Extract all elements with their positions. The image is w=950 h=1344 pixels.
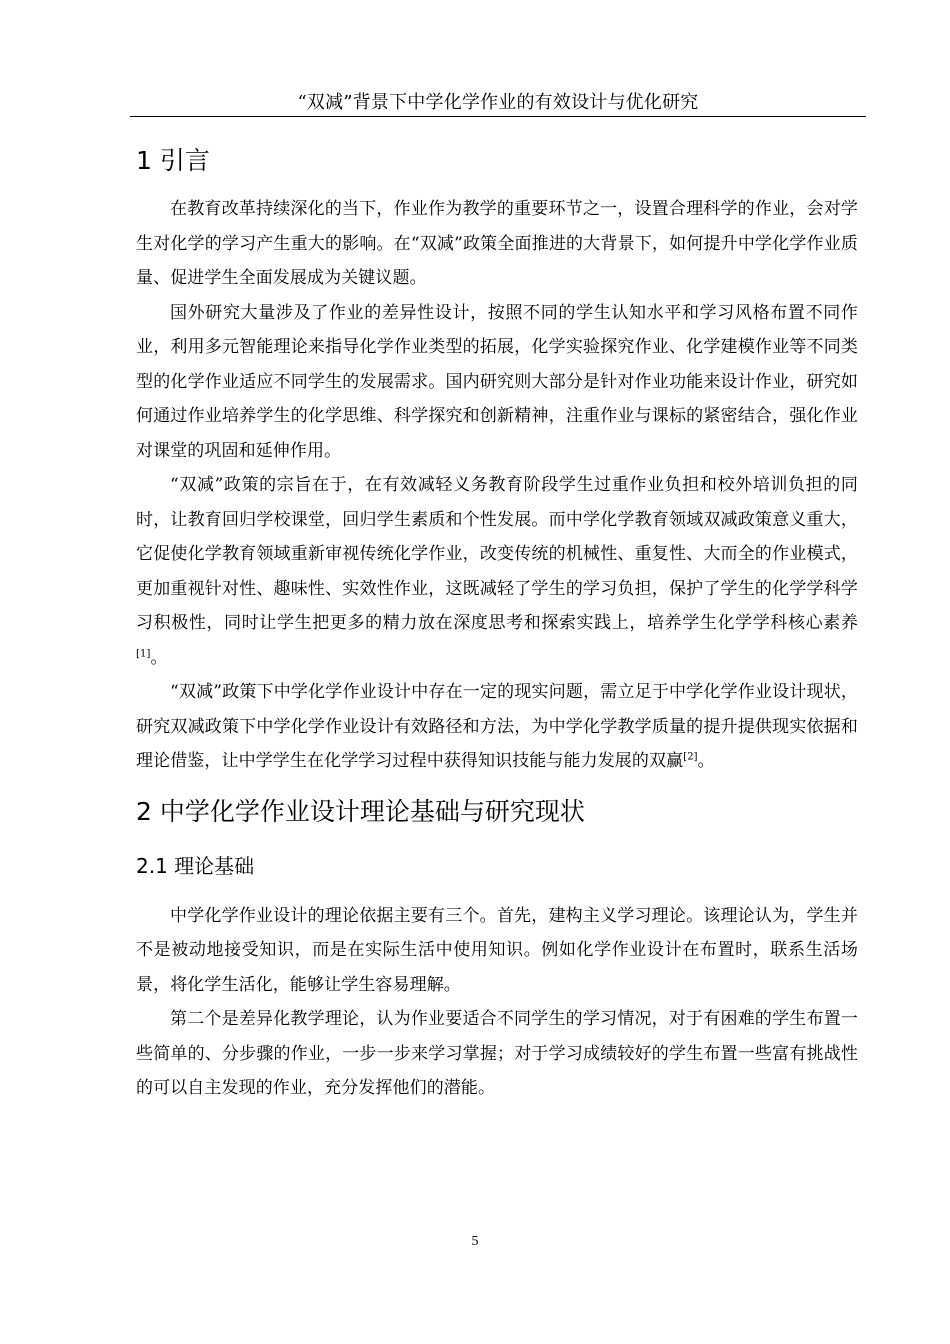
paragraph-tail: 。 [150, 647, 168, 668]
section-heading-theory: 2 中学化学作业设计理论基础与研究现状 [136, 796, 585, 826]
running-header: “双减”背景下中学化学作业的有效设计与优化研究 [297, 92, 699, 113]
header-rule [130, 116, 866, 117]
section-heading-introduction: 1 引言 [136, 146, 210, 175]
citation-marker: [1] [136, 647, 151, 659]
paragraph-text: 第二个是差异化教学理论，认为作业要适合不同学生的学习情况，对于有困难的学生布置一些简单的、分步骤的作业，一步一步来学习掌握；对于学习成绩较好的学生布置一些富有挑战性的可以自主发现的作业，充分发挥他们的潜能。 [136, 1009, 858, 1098]
paragraph [136, 468, 858, 675]
page-content [136, 142, 858, 1106]
paragraph-text: 在教育改革持续深化的当下，作业作为教学的重要环节之一，设置合理科学的作业，会对学生对化学的学习产生重大的影响。在“双减”政策全面推进的大背景下，如何提升中学化学作业质量、促进学生全面发展成为关键议题。 [136, 199, 858, 288]
paragraph [136, 192, 858, 296]
paragraph-text: “双减”政策的宗旨在于，在有效减轻义务教育阶段学生过重作业负担和校外培训负担的同时，让教育回归学校课堂，回归学生素质和个性发展。而中学化学教育领域双减政策意义重大，它促使化学教育领域重新审视传统化学作业，改变传统的机械性、重复性、大而全的作业模式，更加重视针对性、趣味性、实效性作业，这既减轻了学生的学习负担，保护了学生的化学学科学习积极性，同时让学生把更多的精力放在深度思考和探索实践上，培养学生化学学科核心素养 [136, 475, 858, 633]
paragraph-tail: 。 [697, 751, 715, 771]
citation-marker: [2] [683, 751, 698, 763]
paragraph [136, 675, 858, 779]
paragraph-text: 中学化学作业设计的理论依据主要有三个。首先，建构主义学习理论。该理论认为，学生并不是被动地接受知识，而是在实际生活中使用知识。例如化学作业设计在布置时，联系生活场景，将化学生活化，能够让学生容易理解。 [136, 905, 858, 995]
paragraph-text: “双减”政策下中学化学作业设计中存在一定的现实问题，需立足于中学化学作业设计现状，研究双减政策下中学化学作业设计有效路径和方法，为中学化学教学质量的提升提供现实依据和理论借鉴，让中学学生在化学学习过程中获得知识技能与能力发展的双赢 [136, 682, 858, 771]
page-number: 5 [471, 1234, 479, 1249]
paragraph-text: 国外研究大量涉及了作业的差异性设计，按照不同的学生认知水平和学习风格布置不同作业，利用多元智能理论来指导化学作业类型的拓展，化学实验探究作业、化学建模作业等不同类型的化学作业适应不同学生的发展需求。国内研究则大部分是针对作业功能来设计作业，研究如何通过作业培养学生的化学思维、科学探究和创新精神，注重作业与课标的紧密结合，强化作业对课堂的巩固和延伸作用。 [136, 302, 858, 461]
paragraph [136, 1002, 858, 1106]
subsection-heading-theory-basis: 2.1 理论基础 [136, 853, 255, 878]
paragraph [136, 296, 858, 469]
paragraph [136, 899, 858, 1003]
